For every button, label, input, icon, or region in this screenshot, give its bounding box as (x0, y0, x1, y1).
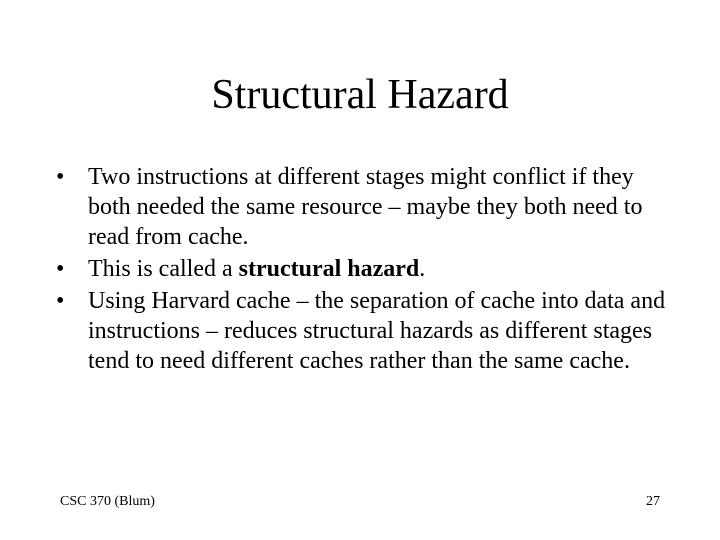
slide-title: Structural Hazard (211, 72, 509, 118)
bullet-marker-icon: • (56, 256, 65, 282)
bullet-3-text: Using Harvard cache – the separation of cache into data and instructions – reduces structural hazards as different stages tend to need different caches rather than the same cache. (88, 288, 666, 374)
footer-page-number: 27 (646, 494, 660, 509)
bullet-list (56, 162, 676, 378)
bullet-marker-icon: • (56, 288, 65, 314)
bullet-marker-icon: • (56, 164, 65, 190)
bullet-item-2 (56, 254, 676, 284)
bullet-item-1 (56, 162, 676, 252)
bullet-2-text-after: . (419, 256, 426, 282)
bullet-2-bold-term: structural hazard (238, 256, 420, 282)
bullet-item-3 (56, 286, 676, 376)
bullet-2-text-before: This is called a (88, 256, 239, 282)
footer-course-label: CSC 370 (Blum) (60, 494, 155, 509)
bullet-1-text: Two instructions at different stages might conflict if they both needed the same resource – maybe they both need to read from cache. (88, 164, 643, 250)
